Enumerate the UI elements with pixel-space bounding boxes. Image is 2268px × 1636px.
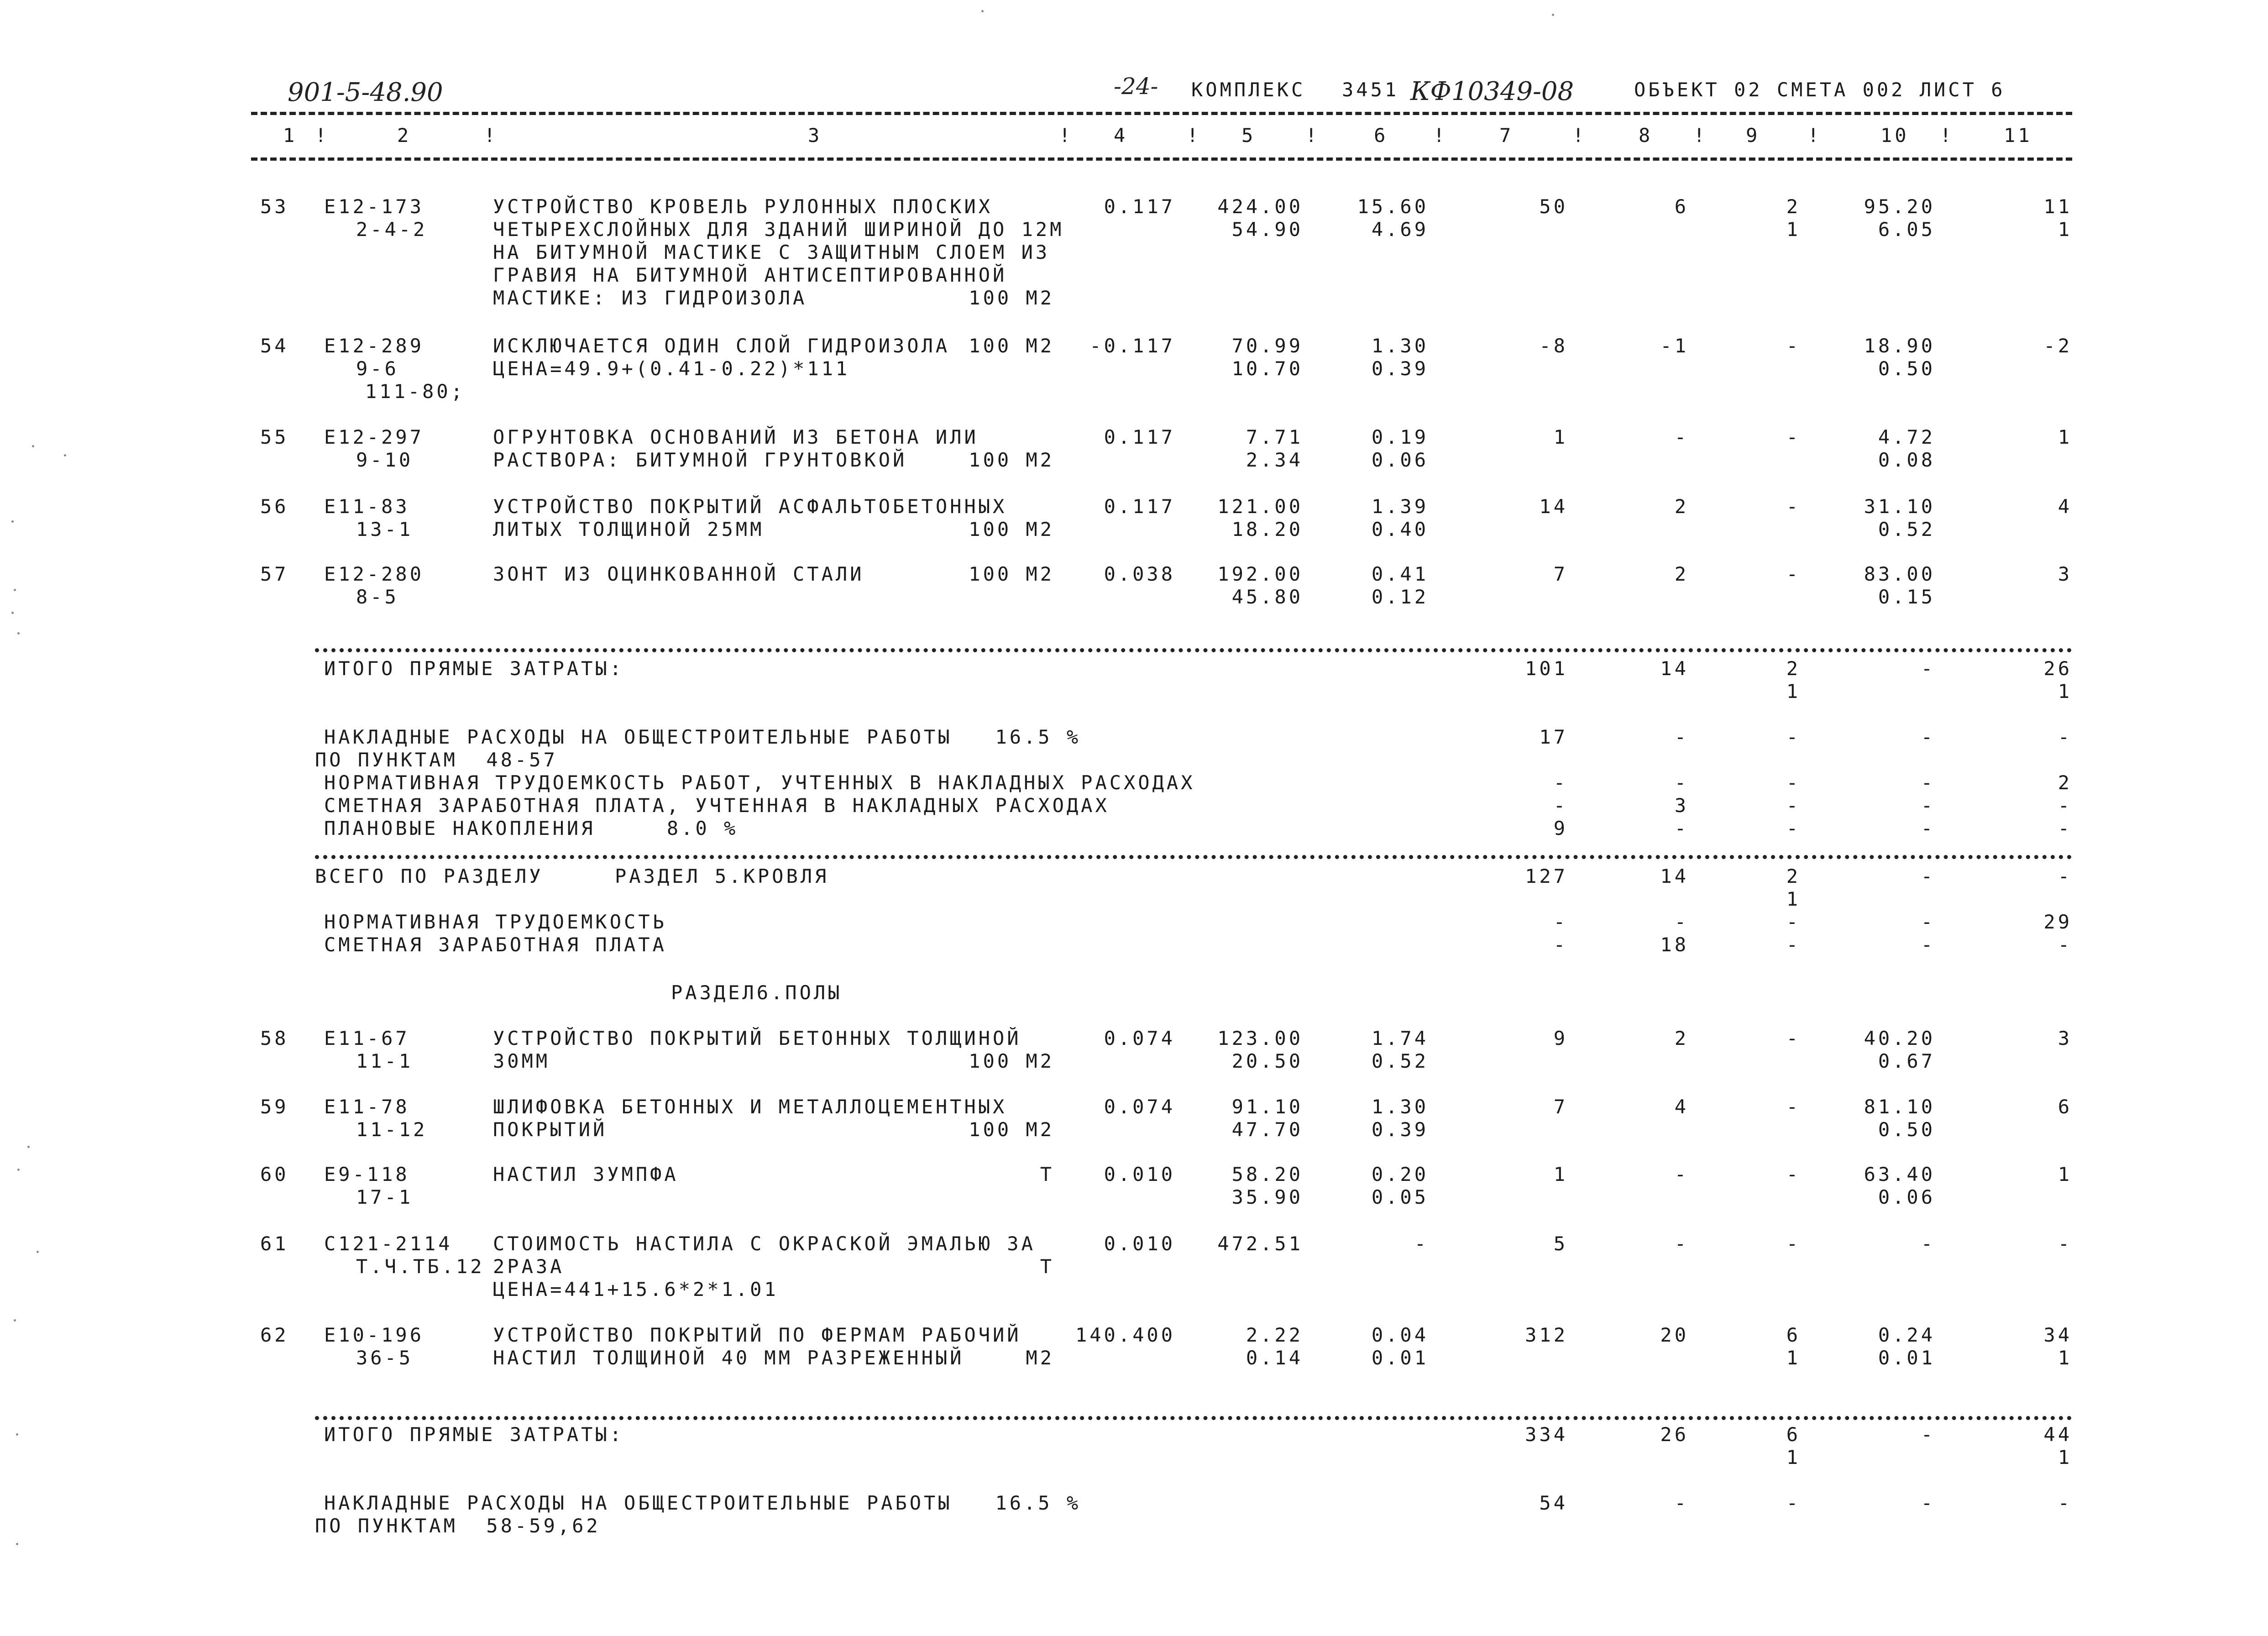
column-number-1: 1	[283, 124, 298, 147]
value-c6: 0.04	[1371, 1324, 1429, 1346]
value-c10: 31.10	[1864, 495, 1935, 518]
value-c7: -8	[1539, 335, 1568, 357]
section-total-label: ВСЕГО ПО РАЗДЕЛУ РАЗДЕЛ 5.КРОВЛЯ	[315, 865, 829, 887]
column-number-3: 3	[808, 124, 822, 147]
value-c11: 1	[2058, 218, 2072, 241]
value-c10: 4.72	[1878, 426, 1935, 448]
value-c10: -	[1921, 1232, 1935, 1255]
value-c6: 1.30	[1371, 1096, 1429, 1118]
total-c8: 14	[1660, 865, 1689, 887]
total-c10: -	[1921, 657, 1935, 680]
overhead-items: ПО ПУНКТАМ 58-59,62	[315, 1515, 601, 1537]
savings-label: ПЛАНОВЫЕ НАКОПЛЕНИЯ 8.0 %	[324, 817, 739, 839]
column-number-7: 7	[1499, 124, 1514, 147]
row-number: 60	[260, 1163, 289, 1185]
total-c10: -	[1921, 726, 1935, 748]
value-c10: 0.15	[1878, 586, 1935, 608]
scan-speck	[14, 589, 16, 591]
direct-costs-label: ИТОГО ПРЯМЫЕ ЗАТРАТЫ:	[324, 1423, 624, 1446]
column-separator: !	[1807, 124, 1822, 147]
row-number: 53	[260, 195, 289, 218]
value-c6: 0.20	[1371, 1163, 1429, 1185]
value-c5: 47.70	[1231, 1118, 1303, 1141]
work-description: ПОКРЫТИЙ	[493, 1118, 608, 1141]
total-c10: -	[1921, 1423, 1935, 1446]
column-separator: !	[1059, 124, 1074, 147]
total-c10: -	[1921, 933, 1935, 956]
rate-code: 9-6	[356, 357, 399, 380]
quantity: 0.074	[1104, 1096, 1175, 1118]
work-description: 30ММ	[493, 1050, 550, 1072]
quantity: 0.074	[1104, 1027, 1175, 1049]
value-c11: 3	[2058, 1027, 2072, 1049]
wage-label: СМЕТНАЯ ЗАРАБОТНАЯ ПЛАТА, УЧТЕННАЯ В НАКЛАДНЫХ РАСХОДАХ	[324, 794, 1110, 817]
value-c11: 1	[2058, 1163, 2072, 1185]
total-c7: 101	[1525, 657, 1568, 680]
value-c8: -	[1674, 1163, 1689, 1185]
row-number: 61	[260, 1232, 289, 1255]
value-c11: -2	[2043, 335, 2072, 357]
quantity: 140.400	[1075, 1324, 1175, 1346]
total-c9: -	[1786, 911, 1801, 933]
rate-code: 8-5	[356, 586, 399, 608]
rate-code: Т.Ч.ТБ.12	[356, 1255, 485, 1278]
total-c11: 44	[2043, 1423, 2072, 1446]
work-description: ЗОНТ ИЗ ОЦИНКОВАННОЙ СТАЛИ	[493, 563, 864, 585]
total-c7: -	[1553, 911, 1568, 933]
column-number-5: 5	[1241, 124, 1256, 147]
dotted-separator-1	[315, 648, 2072, 652]
total-c10: -	[1921, 794, 1935, 817]
rate-code: Е12-297	[324, 426, 424, 448]
total-c11: -	[2058, 933, 2072, 956]
row-number: 57	[260, 563, 289, 585]
value-c5: 10.70	[1231, 357, 1303, 380]
value-c6: 0.40	[1371, 518, 1429, 540]
value-c6: -	[1414, 1232, 1429, 1255]
value-c5: 0.14	[1246, 1347, 1303, 1369]
total-c7: -	[1553, 933, 1568, 956]
unit: 100 М2	[969, 449, 1054, 471]
total-c7: 127	[1525, 865, 1568, 887]
work-description: РАСТВОРА: БИТУМНОЙ ГРУНТОВКОЙ	[493, 449, 907, 471]
total-c11: 1	[2058, 1446, 2072, 1468]
total-c11: -	[2058, 817, 2072, 839]
value-c6: 0.12	[1371, 586, 1429, 608]
object-info: ОБЪЕКТ 02 СМЕТА 002 ЛИСТ 6	[1634, 79, 2006, 101]
scan-speck	[64, 454, 66, 456]
value-c10: 0.24	[1878, 1324, 1935, 1346]
column-separator: !	[1433, 124, 1448, 147]
total-c9: 1	[1786, 1446, 1801, 1468]
value-c6: 0.01	[1371, 1347, 1429, 1369]
complex-label: КОМПЛЕКС	[1191, 79, 1306, 101]
total-c9: -	[1786, 817, 1801, 839]
total-c8: -	[1674, 726, 1689, 748]
total-c7: 9	[1553, 817, 1568, 839]
column-separator: !	[1187, 124, 1201, 147]
rate-code: Е11-67	[324, 1027, 410, 1049]
total-c7: 54	[1539, 1492, 1568, 1514]
value-c10: 0.52	[1878, 518, 1935, 540]
scan-speck	[17, 632, 20, 634]
rate-code: Е12-280	[324, 563, 424, 585]
total-c8: 26	[1660, 1423, 1689, 1446]
value-c6: 0.52	[1371, 1050, 1429, 1072]
total-c11: 2	[2058, 771, 2072, 794]
value-c9: -	[1786, 426, 1801, 448]
value-c10: 0.67	[1878, 1050, 1935, 1072]
scan-speck	[14, 1319, 16, 1321]
value-c10: 63.40	[1864, 1163, 1935, 1185]
value-c9: 6	[1786, 1324, 1801, 1346]
scan-speck	[27, 1146, 30, 1148]
work-description: УСТРОЙСТВО КРОВЕЛЬ РУЛОННЫХ ПЛОСКИХ	[493, 195, 993, 218]
column-separator: !	[1305, 124, 1320, 147]
unit: 100 М2	[969, 1118, 1054, 1141]
scan-speck	[11, 612, 14, 614]
row-number: 62	[260, 1324, 289, 1346]
value-c11: 3	[2058, 563, 2072, 585]
rate-code: Е12-173	[324, 195, 424, 218]
rate-code: 9-10	[356, 449, 414, 471]
column-separator: !	[1693, 124, 1708, 147]
total-c9: 6	[1786, 1423, 1801, 1446]
total-c10: -	[1921, 1492, 1935, 1514]
dotted-separator-2	[315, 855, 2072, 859]
rate-code: 11-12	[356, 1118, 428, 1141]
value-c10: 0.06	[1878, 1186, 1935, 1208]
scan-speck	[981, 10, 984, 12]
value-c6: 0.39	[1371, 357, 1429, 380]
scan-speck	[16, 1433, 18, 1436]
column-number-2: 2	[397, 124, 412, 147]
section-labor-label: НОРМАТИВНАЯ ТРУДОЕМКОСТЬ	[324, 911, 667, 933]
handwritten-doc-code: 901-5-48.90	[288, 78, 443, 107]
value-c5: 424.00	[1217, 195, 1303, 218]
quantity: 0.010	[1104, 1163, 1175, 1185]
rate-code: 2-4-2	[356, 218, 428, 241]
column-number-10: 10	[1880, 124, 1909, 147]
quantity: 0.117	[1104, 495, 1175, 518]
quantity: 0.117	[1104, 195, 1175, 218]
total-c8: -	[1674, 771, 1689, 794]
unit: 100 М2	[969, 1050, 1054, 1072]
work-description: ЛИТЫХ ТОЛЩИНОЙ 25ММ	[493, 518, 765, 540]
work-description: ЧЕТЫРЕХСЛОЙНЫХ ДЛЯ ЗДАНИЙ ШИРИНОЙ ДО 12М	[493, 218, 1064, 241]
value-c10: 83.00	[1864, 563, 1935, 585]
value-c8: -	[1674, 426, 1689, 448]
unit: 100 М2	[969, 563, 1054, 585]
total-c7: -	[1553, 794, 1568, 817]
value-c5: 123.00	[1217, 1027, 1303, 1049]
value-c7: 5	[1553, 1232, 1568, 1255]
rate-code: Е9-118	[324, 1163, 410, 1185]
quantity: 0.117	[1104, 426, 1175, 448]
value-c10: 6.05	[1878, 218, 1935, 241]
value-c10: 0.50	[1878, 357, 1935, 380]
section6-title: РАЗДЕЛ6.ПОЛЫ	[671, 981, 843, 1004]
total-c9: -	[1786, 1492, 1801, 1514]
total-c8: 14	[1660, 657, 1689, 680]
column-number-4: 4	[1114, 124, 1128, 147]
value-c5: 20.50	[1231, 1050, 1303, 1072]
unit: 100 М2	[969, 335, 1054, 357]
column-number-8: 8	[1639, 124, 1653, 147]
total-c9: -	[1786, 726, 1801, 748]
value-c8: 20	[1660, 1324, 1689, 1346]
value-c6: 0.39	[1371, 1118, 1429, 1141]
rate-code: 17-1	[356, 1186, 414, 1208]
rate-code: С121-2114	[324, 1232, 453, 1255]
value-c11: 34	[2043, 1324, 2072, 1346]
value-c7: 7	[1553, 1096, 1568, 1118]
quantity: -0.117	[1089, 335, 1175, 357]
value-c8: 4	[1674, 1096, 1689, 1118]
value-c6: 0.19	[1371, 426, 1429, 448]
value-c10: 0.50	[1878, 1118, 1935, 1141]
total-c10: -	[1921, 911, 1935, 933]
work-description: ШЛИФОВКА БЕТОННЫХ И МЕТАЛЛОЦЕМЕНТНЫХ	[493, 1096, 1007, 1118]
total-c11: -	[2058, 794, 2072, 817]
scan-speck	[11, 520, 14, 523]
rate-code: 111-80;	[365, 380, 466, 403]
handwritten-page-number: -24-	[1114, 73, 1158, 100]
value-c7: 50	[1539, 195, 1568, 218]
rate-code: Е10-196	[324, 1324, 424, 1346]
total-c8: -	[1674, 817, 1689, 839]
value-c10: 18.90	[1864, 335, 1935, 357]
value-c5: 91.10	[1231, 1096, 1303, 1118]
value-c6: 15.60	[1357, 195, 1429, 218]
value-c5: 45.80	[1231, 586, 1303, 608]
value-c9: -	[1786, 495, 1801, 518]
value-c5: 121.00	[1217, 495, 1303, 518]
total-c9: -	[1786, 933, 1801, 956]
value-c11: 1	[2058, 426, 2072, 448]
total-c7: 17	[1539, 726, 1568, 748]
column-number-6: 6	[1374, 124, 1388, 147]
rate-code: Е12-289	[324, 335, 424, 357]
work-description: МАСТИКЕ: ИЗ ГИДРОИЗОЛА	[493, 287, 807, 309]
work-description: НАСТИЛ ТОЛЩИНОЙ 40 ММ РАЗРЕЖЕННЫЙ	[493, 1347, 964, 1369]
total-c9: 1	[1786, 888, 1801, 910]
value-c10: 40.20	[1864, 1027, 1935, 1049]
value-c7: 7	[1553, 563, 1568, 585]
value-c5: 2.34	[1246, 449, 1303, 471]
total-c11: 26	[2043, 657, 2072, 680]
scan-speck	[16, 1543, 18, 1545]
work-description: НАСТИЛ ЗУМПФА	[493, 1163, 679, 1185]
rate-code: 36-5	[356, 1347, 414, 1369]
value-c6: 1.39	[1371, 495, 1429, 518]
work-description: СТОИМОСТЬ НАСТИЛА С ОКРАСКОЙ ЭМАЛЬЮ ЗА	[493, 1232, 1036, 1255]
total-c11: -	[2058, 865, 2072, 887]
header-top-rule	[251, 112, 2072, 115]
column-number-9: 9	[1746, 124, 1760, 147]
value-c7: 312	[1525, 1324, 1568, 1346]
value-c10: 95.20	[1864, 195, 1935, 218]
overhead-label: НАКЛАДНЫЕ РАСХОДЫ НА ОБЩЕСТРОИТЕЛЬНЫЕ РАБОТЫ 16.5 %	[324, 1492, 1081, 1514]
value-c7: 1	[1553, 1163, 1568, 1185]
value-c8: 2	[1674, 563, 1689, 585]
value-c6: 0.41	[1371, 563, 1429, 585]
rate-code: 11-1	[356, 1050, 414, 1072]
total-c8: 18	[1660, 933, 1689, 956]
row-number: 56	[260, 495, 289, 518]
work-description: УСТРОЙСТВО ПОКРЫТИЙ АСФАЛЬТОБЕТОННЫХ	[493, 495, 1007, 518]
value-c5: 54.90	[1231, 218, 1303, 241]
total-c10: -	[1921, 865, 1935, 887]
total-c7: 334	[1525, 1423, 1568, 1446]
value-c9: 1	[1786, 1347, 1801, 1369]
value-c8: -1	[1660, 335, 1689, 357]
value-c11: 11	[2043, 195, 2072, 218]
unit: Т	[1040, 1163, 1054, 1185]
value-c9: -	[1786, 1096, 1801, 1118]
section-wage-label: СМЕТНАЯ ЗАРАБОТНАЯ ПЛАТА	[324, 933, 667, 956]
header-bottom-rule	[251, 157, 2072, 161]
column-separator: !	[1572, 124, 1587, 147]
overhead-label: НАКЛАДНЫЕ РАСХОДЫ НА ОБЩЕСТРОИТЕЛЬНЫЕ РАБОТЫ 16.5 %	[324, 726, 1081, 748]
unit: 100 М2	[969, 518, 1054, 540]
total-c7: -	[1553, 771, 1568, 794]
value-c5: 18.20	[1231, 518, 1303, 540]
rate-code: 13-1	[356, 518, 414, 540]
total-c8: -	[1674, 911, 1689, 933]
total-c11: -	[2058, 1492, 2072, 1514]
total-c11: 29	[2043, 911, 2072, 933]
value-c9: -	[1786, 1163, 1801, 1185]
value-c5: 58.20	[1231, 1163, 1303, 1185]
complex-number: 3451	[1342, 79, 1399, 101]
total-c9: -	[1786, 794, 1801, 817]
value-c6: 0.06	[1371, 449, 1429, 471]
value-c8: 6	[1674, 195, 1689, 218]
column-number-11: 11	[2004, 124, 2032, 147]
total-c11: -	[2058, 726, 2072, 748]
total-c9: 2	[1786, 865, 1801, 887]
direct-costs-label: ИТОГО ПРЯМЫЕ ЗАТРАТЫ:	[324, 657, 624, 680]
labor-label: НОРМАТИВНАЯ ТРУДОЕМКОСТЬ РАБОТ, УЧТЕННЫХ В НАКЛАДНЫХ РАСХОДАХ	[324, 771, 1195, 794]
handwritten-code: КФ10349-08	[1410, 77, 1574, 106]
total-c9: 1	[1786, 680, 1801, 703]
value-c10: 0.01	[1878, 1347, 1935, 1369]
dotted-separator-3	[315, 1416, 2072, 1420]
value-c9: -	[1786, 335, 1801, 357]
row-number: 59	[260, 1096, 289, 1118]
value-c8: 2	[1674, 1027, 1689, 1049]
work-description: ЦЕНА=49.9+(0.41-0.22)*111	[493, 357, 850, 380]
column-separator: !	[1940, 124, 1954, 147]
work-description: ИСКЛЮЧАЕТСЯ ОДИН СЛОЙ ГИДРОИЗОЛА	[493, 335, 950, 357]
total-c8: -	[1674, 1492, 1689, 1514]
work-description: ЦЕНА=441+15.6*2*1.01	[493, 1278, 779, 1300]
scan-speck	[1552, 14, 1554, 16]
scan-speck	[17, 1169, 20, 1171]
value-c6: 1.30	[1371, 335, 1429, 357]
value-c5: 35.90	[1231, 1186, 1303, 1208]
rate-code: Е11-78	[324, 1096, 410, 1118]
value-c8: -	[1674, 1232, 1689, 1255]
value-c11: 6	[2058, 1096, 2072, 1118]
value-c6: 1.74	[1371, 1027, 1429, 1049]
work-description: УСТРОЙСТВО ПОКРЫТИЙ ПО ФЕРМАМ РАБОЧИЙ	[493, 1324, 1021, 1346]
unit: 100 М2	[969, 287, 1054, 309]
value-c7: 1	[1553, 426, 1568, 448]
value-c5: 192.00	[1217, 563, 1303, 585]
value-c7: 9	[1553, 1027, 1568, 1049]
work-description: ОГРУНТОВКА ОСНОВАНИЙ ИЗ БЕТОНА ИЛИ	[493, 426, 979, 448]
total-c8: 3	[1674, 794, 1689, 817]
unit: Т	[1040, 1255, 1054, 1278]
value-c9: -	[1786, 1027, 1801, 1049]
value-c9: 2	[1786, 195, 1801, 218]
total-c10: -	[1921, 771, 1935, 794]
work-description: 2РАЗА	[493, 1255, 565, 1278]
column-separator: !	[484, 124, 498, 147]
value-c10: 0.08	[1878, 449, 1935, 471]
quantity: 0.010	[1104, 1232, 1175, 1255]
value-c5: 7.71	[1246, 426, 1303, 448]
overhead-items: ПО ПУНКТАМ 48-57	[315, 749, 558, 771]
rate-code: Е11-83	[324, 495, 410, 518]
unit: М2	[1026, 1347, 1054, 1369]
value-c9: -	[1786, 563, 1801, 585]
value-c11: -	[2058, 1232, 2072, 1255]
scan-speck	[37, 1251, 39, 1253]
value-c9: -	[1786, 1232, 1801, 1255]
value-c5: 472.51	[1217, 1232, 1303, 1255]
value-c6: 4.69	[1371, 218, 1429, 241]
quantity: 0.038	[1104, 563, 1175, 585]
total-c11: 1	[2058, 680, 2072, 703]
value-c5: 70.99	[1231, 335, 1303, 357]
value-c11: 1	[2058, 1347, 2072, 1369]
row-number: 55	[260, 426, 289, 448]
value-c11: 4	[2058, 495, 2072, 518]
value-c8: 2	[1674, 495, 1689, 518]
value-c10: 81.10	[1864, 1096, 1935, 1118]
work-description: НА БИТУМНОЙ МАСТИКЕ С ЗАЩИТНЫМ СЛОЕМ ИЗ	[493, 241, 1050, 263]
total-c9: 2	[1786, 657, 1801, 680]
total-c9: -	[1786, 771, 1801, 794]
value-c6: 0.05	[1371, 1186, 1429, 1208]
work-description: УСТРОЙСТВО ПОКРЫТИЙ БЕТОННЫХ ТОЛЩИНОЙ	[493, 1027, 1021, 1049]
total-c10: -	[1921, 817, 1935, 839]
value-c7: 14	[1539, 495, 1568, 518]
row-number: 58	[260, 1027, 289, 1049]
column-separator: !	[315, 124, 330, 147]
value-c9: 1	[1786, 218, 1801, 241]
work-description: ГРАВИЯ НА БИТУМНОЙ АНТИСЕПТИРОВАННОЙ	[493, 264, 1007, 286]
row-number: 54	[260, 335, 289, 357]
value-c5: 2.22	[1246, 1324, 1303, 1346]
scan-speck	[32, 445, 34, 447]
